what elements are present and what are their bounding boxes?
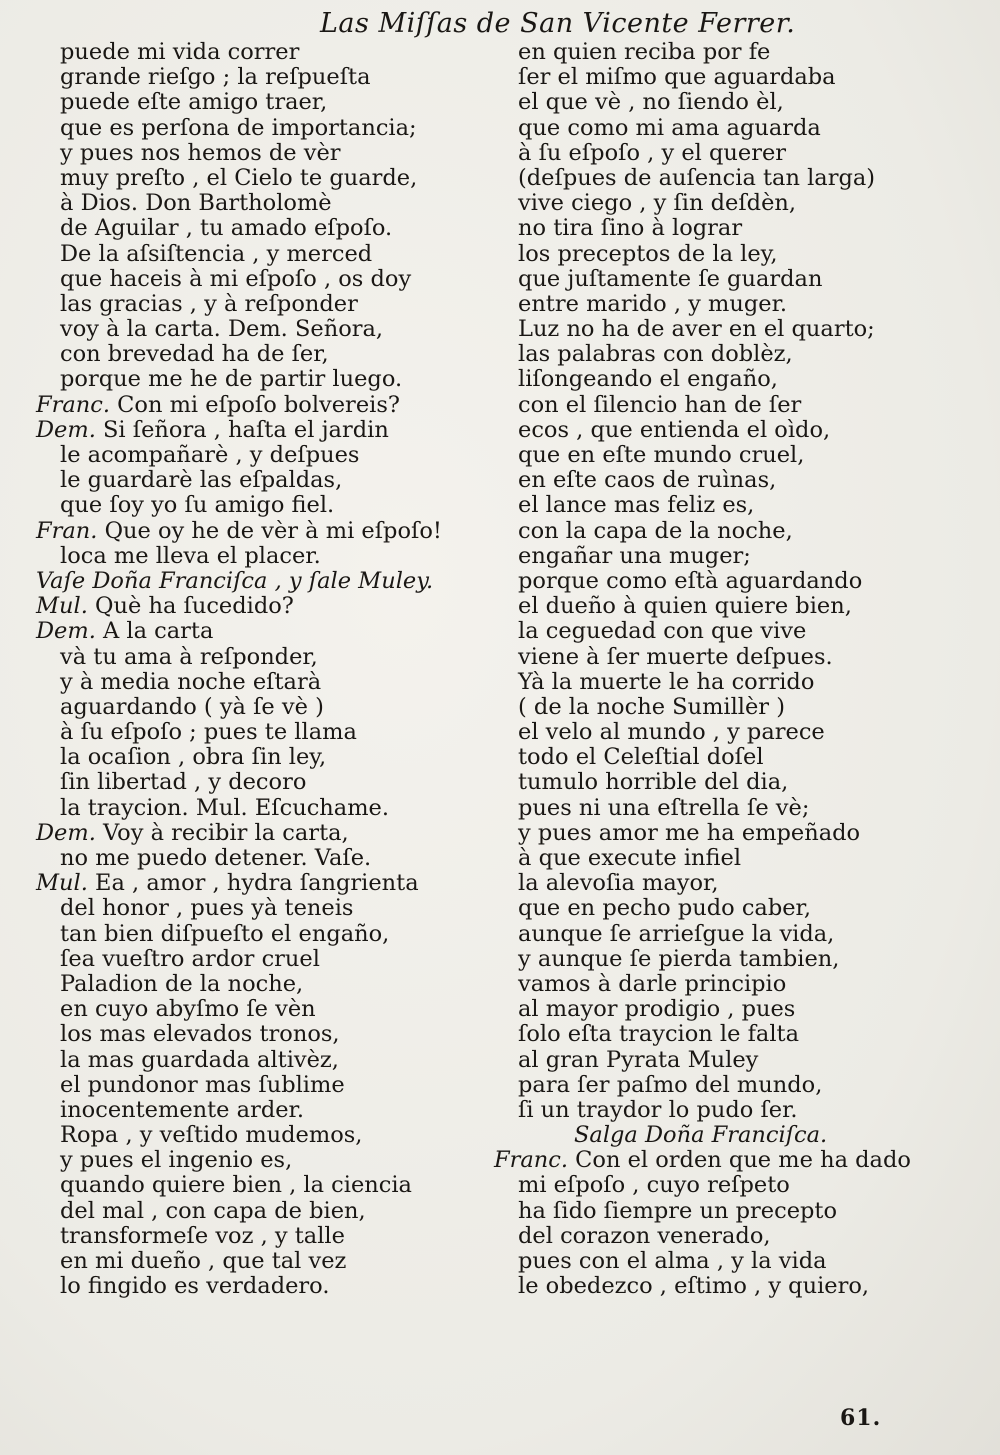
verse-text: à ſu eſpoſo ; pues te llama	[60, 719, 357, 746]
left-column	[36, 40, 476, 1299]
verse-text: ha ſido ſiempre un precepto	[518, 1197, 837, 1224]
verse-line	[36, 821, 476, 846]
verse-text: Si ſeñora , haſta el jardin	[95, 416, 389, 443]
verse-line	[494, 1073, 949, 1098]
page-number: 61.	[840, 1405, 882, 1431]
verse-text: ecos , que entienda el oìdo,	[518, 416, 831, 443]
verse-line	[36, 695, 476, 720]
verse-text: Voy à recibir la carta,	[95, 819, 349, 846]
verse-text: tan bien diſpueſto el engaño,	[60, 920, 390, 947]
verse-line	[494, 493, 949, 518]
verse-text: para ſer paſmo del mundo,	[518, 1071, 823, 1098]
verse-text: la alevoſia mayor,	[518, 870, 719, 897]
verse-line	[36, 846, 476, 871]
verse-line	[494, 947, 949, 972]
verse-line	[494, 90, 949, 115]
verse-text: del mal , con capa de bien,	[60, 1197, 366, 1224]
verse-line	[36, 1224, 476, 1249]
verse-line	[494, 1098, 949, 1123]
running-head: Las Miſſas de San Vicente Ferrer.	[320, 8, 796, 39]
verse-text: aunque ſe arrieſgue la vida,	[518, 920, 835, 947]
verse-text: que en pecho pudo caber,	[518, 895, 811, 922]
verse-line	[494, 468, 949, 493]
verse-line	[36, 645, 476, 670]
verse-text: que en eſte mundo cruel,	[518, 442, 805, 468]
verse-text: à Dios. Don Bartholomè	[60, 190, 332, 217]
verse-text: Paladion de la noche,	[60, 970, 304, 997]
verse-line	[36, 267, 476, 292]
verse-text: al mayor prodigio , pues	[518, 996, 796, 1023]
verse-line	[36, 493, 476, 518]
verse-line	[494, 821, 949, 846]
verse-text: las palabras con doblèz,	[518, 341, 793, 368]
speaker-label: Franc.	[36, 391, 111, 418]
verse-text: la traycion. Mul. Eſcuchame.	[60, 794, 390, 821]
verse-text: vive ciego , y ſin deſdèn,	[518, 190, 797, 217]
verse-line	[36, 1274, 476, 1299]
verse-text: (deſpues de auſencia tan larga)	[518, 164, 876, 191]
verse-line	[36, 619, 476, 644]
verse-line	[36, 770, 476, 795]
verse-text: entre marido , y muger.	[518, 290, 788, 317]
verse-line	[36, 393, 476, 418]
verse-line	[494, 569, 949, 594]
verse-line	[494, 997, 949, 1022]
verse-line	[494, 972, 949, 997]
verse-text: todo el Celeſtial doſel	[518, 744, 764, 771]
verse-text: pues con el alma , y la vida	[518, 1248, 827, 1274]
verse-text: Con mi eſpoſo bolvereis?	[110, 391, 400, 418]
verse-text: y aunque ſe pierda tambien,	[518, 945, 840, 972]
verse-line	[36, 443, 476, 468]
verse-text: de Aguilar , tu amado eſpoſo.	[60, 215, 393, 242]
verse-line	[494, 720, 949, 745]
verse-line	[494, 1048, 949, 1073]
verse-line	[36, 720, 476, 745]
verse-line	[36, 242, 476, 267]
verse-line	[36, 1199, 476, 1224]
verse-text: ſer el miſmo que aguardaba	[518, 64, 836, 91]
verse-text: le obedezco , eſtimo , y quiero,	[518, 1273, 870, 1300]
verse-line	[494, 166, 949, 191]
verse-text: y pues nos hemos de vèr	[60, 139, 341, 166]
verse-line	[494, 216, 949, 241]
verse-text: le acompañarè , y deſpues	[60, 442, 360, 468]
verse-text: los preceptos de la ley,	[518, 240, 778, 267]
verse-line	[36, 90, 476, 115]
verse-line	[494, 242, 949, 267]
verse-line	[494, 770, 949, 795]
verse-text: las gracias , y à reſponder	[60, 290, 358, 317]
verse-line	[494, 619, 949, 644]
verse-text: con brevedad ha de ſer,	[60, 341, 329, 368]
verse-line	[494, 871, 949, 896]
verse-text: Ea , amor , hydra ſangrienta	[87, 870, 419, 897]
verse-line	[36, 40, 476, 65]
verse-text: Con el orden que me ha dado	[568, 1147, 911, 1174]
stage-direction: Salga Doña Franciſca.	[574, 1122, 828, 1149]
verse-text: y pues amor me ha empeñado	[518, 819, 861, 846]
verse-text: Ropa , y veſtido mudemos,	[60, 1122, 363, 1149]
speaker-label: Mul.	[36, 593, 88, 620]
verse-line	[494, 1022, 949, 1047]
verse-text: inocentemente arder.	[60, 1096, 304, 1123]
verse-text: tumulo horrible del dia,	[518, 769, 789, 796]
verse-line	[36, 519, 476, 544]
verse-line	[494, 292, 949, 317]
verse-line	[36, 745, 476, 770]
verse-line	[36, 141, 476, 166]
verse-text: la ocaſion , obra ſin ley,	[60, 744, 327, 771]
verse-text: voy à la carta. Dem. Señora,	[60, 316, 384, 343]
verse-line	[494, 393, 949, 418]
verse-line	[36, 1123, 476, 1148]
verse-text: aguardando ( yà ſe vè )	[60, 693, 324, 720]
verse-line	[36, 317, 476, 342]
verse-line	[36, 1173, 476, 1198]
verse-text: ( de la noche Sumillèr )	[518, 693, 785, 720]
verse-line	[36, 418, 476, 443]
verse-text: Luz no ha de aver en el quarto;	[518, 316, 875, 343]
verse-text: De la aſsiſtencia , y merced	[60, 240, 373, 267]
verse-text: loca me lleva el placer.	[60, 542, 321, 569]
verse-text: del corazon venerado,	[518, 1222, 771, 1249]
verse-line	[36, 1249, 476, 1274]
verse-text: y pues el ingenio es,	[60, 1147, 293, 1174]
speaker-label: Franc.	[494, 1147, 569, 1174]
verse-text: que juſtamente ſe guardan	[518, 265, 823, 292]
verse-line	[36, 594, 476, 619]
verse-text: que es perſona de importancia;	[60, 114, 417, 141]
verse-line	[494, 745, 949, 770]
verse-line	[494, 116, 949, 141]
verse-line	[494, 65, 949, 90]
verse-line	[36, 1048, 476, 1073]
verse-text: el velo al mundo , y parece	[518, 719, 825, 746]
verse-line	[494, 1148, 949, 1173]
verse-line	[36, 116, 476, 141]
verse-line	[36, 922, 476, 947]
verse-text: porque me he de partir luego.	[60, 366, 403, 393]
verse-text: liſongeando el engaño,	[518, 366, 778, 393]
verse-line	[36, 367, 476, 392]
verse-line	[494, 367, 949, 392]
speaker-label: Dem.	[36, 819, 96, 846]
verse-text: que como mi ama aguarda	[518, 114, 821, 141]
verse-text: ſi un traydor lo pudo ſer.	[518, 1096, 798, 1123]
verse-line	[494, 645, 949, 670]
verse-line	[36, 1073, 476, 1098]
verse-text: ſea vueſtro ardor cruel	[60, 945, 320, 972]
verse-line	[494, 443, 949, 468]
verse-line	[36, 947, 476, 972]
speaker-label: Dem.	[36, 618, 96, 645]
verse-text: engañar una muger;	[518, 542, 751, 569]
verse-line	[494, 846, 949, 871]
verse-line	[36, 468, 476, 493]
verse-text: Que oy he de vèr à mi eſpoſo!	[97, 517, 442, 544]
verse-text: à ſu eſpoſo , y el querer	[518, 139, 787, 166]
right-column	[494, 40, 949, 1299]
speaker-label: Mul.	[36, 870, 88, 897]
verse-text: Yà la muerte le ha corrido	[518, 668, 815, 695]
verse-text: lo fingido es verdadero.	[60, 1273, 330, 1300]
verse-text: le guardarè las eſpaldas,	[60, 467, 343, 494]
verse-text: con el ſilencio han de ſer	[518, 391, 802, 418]
verse-line	[36, 796, 476, 821]
verse-line	[36, 670, 476, 695]
verse-line	[36, 292, 476, 317]
verse-text: el pundonor mas ſublime	[60, 1071, 345, 1098]
verse-line	[494, 519, 949, 544]
verse-line	[494, 1249, 949, 1274]
verse-line	[494, 267, 949, 292]
verse-line	[494, 342, 949, 367]
verse-text: con la capa de la noche,	[518, 517, 793, 544]
verse-line	[494, 317, 949, 342]
verse-line	[494, 1224, 949, 1249]
verse-line	[494, 141, 949, 166]
verse-line	[36, 896, 476, 921]
verse-line	[36, 65, 476, 90]
verse-text: del honor , pues yà teneis	[60, 895, 354, 922]
verse-line	[36, 997, 476, 1022]
verse-line	[494, 695, 949, 720]
verse-text: mi eſpoſo , cuyo reſpeto	[518, 1172, 790, 1199]
verse-line	[494, 40, 949, 65]
verse-text: en cuyo abyſmo ſe vèn	[60, 996, 316, 1023]
verse-text: và tu ama à reſponder,	[60, 643, 318, 670]
speaker-label: Fran.	[36, 517, 98, 544]
speaker-label: Dem.	[36, 416, 96, 443]
verse-line	[494, 191, 949, 216]
verse-text: A la carta	[95, 618, 214, 645]
verse-line	[36, 1148, 476, 1173]
verse-text: Què ha ſucedido?	[87, 593, 294, 620]
verse-text: quando quiere bien , la ciencia	[60, 1172, 412, 1199]
verse-text: en mi dueño , que tal vez	[60, 1248, 347, 1274]
verse-text: la mas guardada altivèz,	[60, 1046, 339, 1073]
verse-text: grande rieſgo ; la reſpueſta	[60, 64, 371, 91]
verse-text: y à media noche eſtarà	[60, 668, 322, 695]
verse-line	[36, 191, 476, 216]
verse-text: en quien reciba por fe	[518, 39, 771, 65]
verse-line	[494, 544, 949, 569]
verse-line	[494, 670, 949, 695]
verse-text: el que vè , no ſiendo èl,	[518, 89, 784, 116]
verse-text: pues ni una eſtrella ſe vè;	[518, 794, 810, 821]
verse-text: vamos à darle principio	[518, 970, 787, 997]
verse-line	[36, 1022, 476, 1047]
stage-direction: Vaſe Doña Franciſca , y ſale Muley.	[36, 567, 434, 594]
verse-text: que ſoy yo ſu amigo fiel.	[60, 492, 335, 519]
verse-line	[494, 796, 949, 821]
verse-text: puede eſte amigo traer,	[60, 89, 328, 116]
verse-text: à que execute infiel	[518, 845, 742, 871]
verse-line	[494, 1274, 949, 1299]
verse-text: porque como eſtà aguardando	[518, 567, 863, 594]
verse-line	[36, 972, 476, 997]
verse-text: viene à ſer muerte deſpues.	[518, 643, 833, 670]
verse-line	[494, 896, 949, 921]
verse-text: el lance mas feliz es,	[518, 492, 755, 519]
verse-line	[36, 166, 476, 191]
verse-text: el dueño à quien quiere bien,	[518, 593, 852, 620]
verse-text: que haceis à mi eſpoſo , os doy	[60, 265, 412, 292]
verse-line	[36, 216, 476, 241]
verse-text: los mas elevados tronos,	[60, 1021, 340, 1048]
verse-line	[36, 1098, 476, 1123]
verse-text: la ceguedad con que vive	[518, 618, 807, 645]
verse-text: en eſte caos de ruìnas,	[518, 467, 777, 494]
verse-line	[36, 544, 476, 569]
verse-text: puede mi vida correr	[60, 39, 300, 65]
verse-line	[494, 1173, 949, 1198]
verse-line	[494, 1199, 949, 1224]
verse-text: no me puedo detener. Vaſe.	[60, 845, 372, 871]
verse-line	[494, 922, 949, 947]
verse-text: transformeſe voz , y talle	[60, 1222, 345, 1249]
verse-text: al gran Pyrata Muley	[518, 1046, 759, 1073]
verse-line	[494, 418, 949, 443]
verse-text: ſolo eſta traycion le falta	[518, 1021, 799, 1048]
verse-line	[36, 871, 476, 896]
verse-line	[36, 342, 476, 367]
verse-text: ſin libertad , y decoro	[60, 769, 307, 796]
verse-line	[494, 594, 949, 619]
verse-text: muy preſto , el Cielo te guarde,	[60, 164, 418, 191]
verse-text: no tira ſino à lograr	[518, 215, 743, 242]
